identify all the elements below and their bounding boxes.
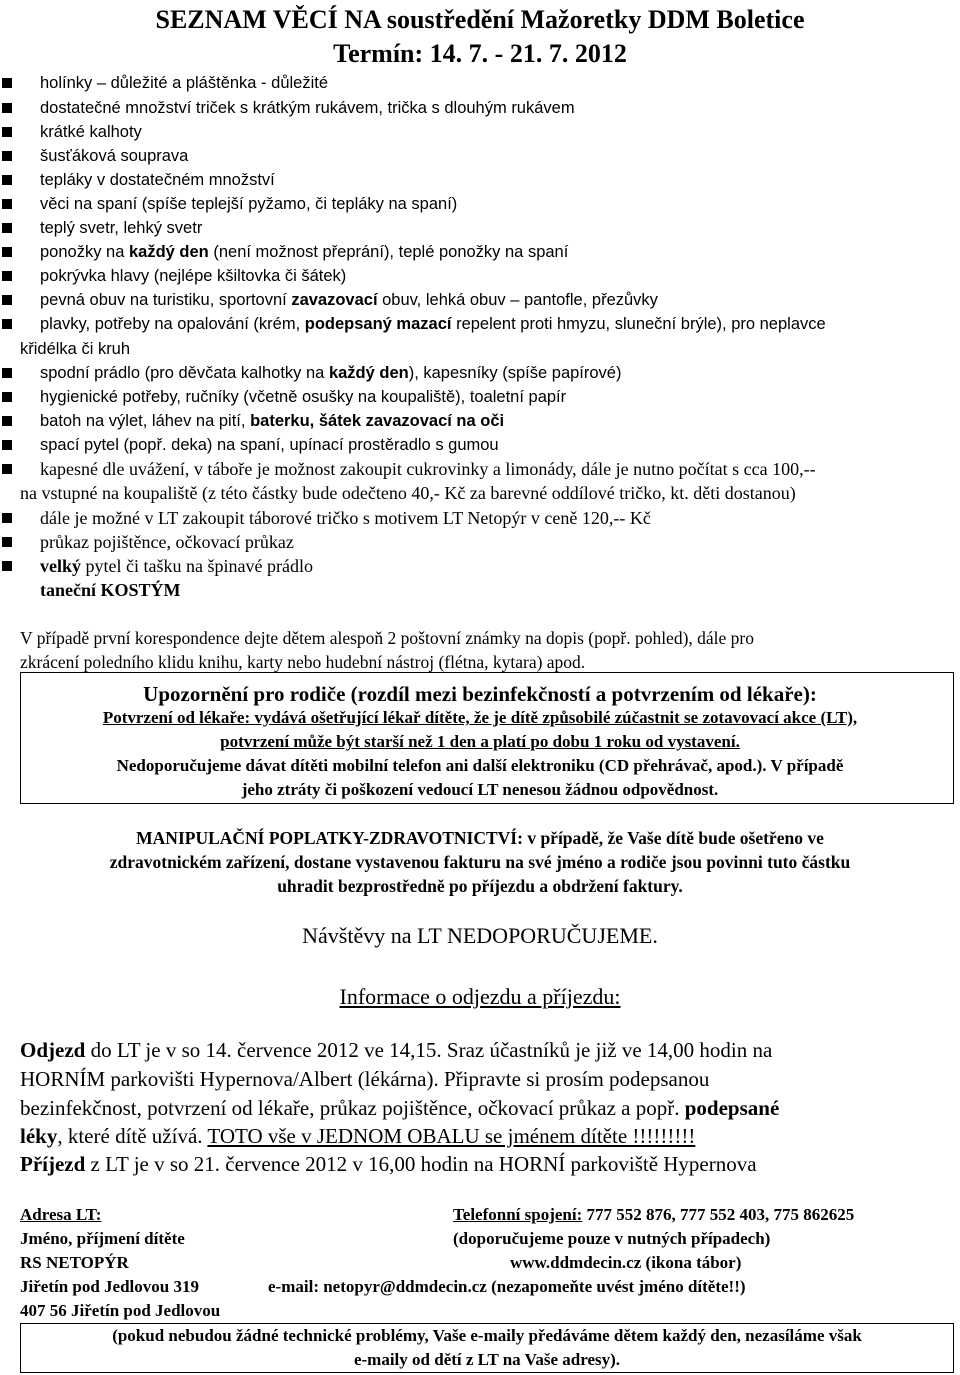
address-name: Jméno, příjmení dítěte	[20, 1229, 185, 1248]
list-item-text: dostatečné množství triček s krátkým rukávem, trička s dlouhým rukávem	[40, 99, 575, 117]
list-item	[0, 313, 960, 337]
list-item-text: krátké kalhoty	[40, 123, 142, 141]
departure-line-2: HORNÍM parkovišti Hypernova/Albert (lékárna). Připravte si prosím podepsanou	[20, 1067, 710, 1091]
list-item-text: spodní prádlo (pro děvčata kalhotky na každý den), kapesníky (spíše papírové)	[40, 364, 622, 382]
list-item-text: holínky – důležité a pláštěnka - důležité	[40, 74, 329, 92]
bullet-icon	[2, 78, 12, 88]
phone-warning-line-1: Nedoporučujeme dávat dítěti mobilní telefon ani další elektroniku (CD přehrávač, apod.). V případě	[116, 756, 844, 775]
bullet-icon	[2, 175, 12, 185]
list-item-text: dále je možné v LT zakoupit táborové tričko s motivem LT Netopýr v ceně 120,-- Kč	[40, 508, 651, 528]
list-item	[0, 169, 960, 193]
bullet-icon	[2, 561, 12, 571]
bullet-icon	[2, 271, 12, 281]
bullet-icon	[2, 537, 12, 547]
notice-heading: Upozornění pro rodiče (rozdíl mezi bezinfekčností a potvrzením od lékaře):	[143, 682, 817, 706]
list-item	[0, 410, 960, 434]
list-item	[0, 121, 960, 145]
document-title: SEZNAM VĚCÍ NA soustředění Mažoretky DDM Boletice	[155, 5, 805, 34]
list-item	[0, 434, 960, 458]
visits-notice: Návštěvy na LT NEDOPORUČUJEME.	[302, 923, 658, 948]
departure-line-1: Odjezd do LT je v so 14. července 2012 ve 14,15. Sraz účastníků je již ve 14,00 hodin na	[20, 1038, 773, 1062]
list-item	[0, 241, 960, 265]
correspondence-line-1: V případě první korespondence dejte dětem alespoň 2 poštovní známky na dopis (popř. pohled), dále pro	[20, 628, 755, 648]
info-heading: Informace o odjezdu a příjezdu:	[339, 984, 621, 1009]
list-item-text: pevná obuv na turistiku, sportovní zavazovací obuv, lehká obuv – pantofle, přezůvky	[40, 291, 658, 309]
list-item	[0, 217, 960, 241]
address-camp: RS NETOPÝR	[20, 1253, 129, 1272]
list-item	[0, 482, 960, 506]
correspondence-line-2: zkrácení poledního klidu knihu, karty nebo hudební nástroj (flétna, kytara) apod.	[20, 652, 586, 672]
term-dates: Termín: 14. 7. - 21. 7. 2012	[333, 39, 627, 68]
footer-line-1: (pokud nebudou žádné technické problémy, Vaše e-maily předáváme dětem každý den, nezasíláme však	[112, 1326, 862, 1345]
list-item	[0, 362, 960, 386]
fees-line-2: zdravotnickém zařízení, dostane vystavenou fakturu na své jméno a rodiče jsou povinni tuto částku	[109, 852, 851, 872]
departure-line-4: léky, které dítě užívá. TOTO vše v JEDNOM OBALU se jménem dítěte !!!!!!!!!	[20, 1124, 696, 1148]
footer-line-2: e-maily od dětí z LT na Vaše adresy).	[353, 1350, 621, 1369]
bullet-icon	[2, 464, 12, 474]
bullet-icon	[2, 392, 12, 402]
list-item	[0, 579, 960, 603]
bullet-icon	[2, 513, 12, 523]
fees-line-3: uhradit bezprostředně po příjezdu a obdržení faktury.	[277, 876, 683, 896]
list-item	[0, 507, 960, 531]
bullet-icon	[2, 223, 12, 233]
bullet-icon	[2, 151, 12, 161]
list-item	[0, 72, 960, 96]
list-item-text: spací pytel (popř. deka) na spaní, upínací prostěradlo s gumou	[40, 436, 499, 454]
list-item-text: šusťáková souprava	[40, 147, 189, 165]
list-item	[0, 458, 960, 482]
contact-email[interactable]: e-mail: netopyr@ddmdecin.cz (nezapomeňte uvést jméno dítěte!!)	[268, 1277, 746, 1296]
doctor-certificate-line-2: potvrzení může být starší než 1 den a platí po dobu 1 roku od vystavení.	[220, 732, 740, 751]
phone-warning-line-2: jeho ztráty či poškození vedoucí LT nenesou žádnou odpovědnost.	[241, 780, 719, 799]
list-item	[0, 265, 960, 289]
list-item-text: křidélka či kruh	[20, 340, 131, 358]
list-item	[0, 193, 960, 217]
list-item-text: průkaz pojištěnce, očkovací průkaz	[40, 532, 294, 552]
bullet-icon	[2, 319, 12, 329]
list-item-text: pokrývka hlavy (nejlépe kšiltovka či šátek)	[40, 267, 347, 285]
list-item	[0, 338, 960, 362]
bullet-icon	[2, 103, 12, 113]
address-street: Jiřetín pod Jedlovou 319	[20, 1277, 199, 1296]
address-label: Adresa LT:	[20, 1205, 102, 1224]
list-item-text: kapesné dle uvážení, v táboře je možnost zakoupit cukrovinky a limonády, dále je nutno počítat s cca 100,--	[40, 459, 816, 479]
bullet-icon	[2, 295, 12, 305]
bullet-icon	[2, 440, 12, 450]
bullet-icon	[2, 416, 12, 426]
list-item-text: batoh na výlet, láhev na pití, baterku, šátek zavazovací na oči	[40, 412, 505, 430]
list-item-text: hygienické potřeby, ručníky (včetně osušky na koupaliště), toaletní papír	[40, 388, 567, 406]
contact-phones-line: Telefonní spojení: 777 552 876, 777 552 403, 775 862625	[453, 1205, 855, 1224]
address-city: 407 56 Jiřetín pod Jedlovou	[20, 1301, 221, 1320]
doctor-certificate-line-1: Potvrzení od lékaře: vydává ošetřující lékař dítěte, že je dítě způsobilé zúčastnit se zotavovací akce (LT),	[102, 708, 858, 727]
list-item	[0, 97, 960, 121]
list-item	[0, 289, 960, 313]
list-item	[0, 386, 960, 410]
contact-note: (doporučujeme pouze v nutných případech)	[453, 1229, 771, 1248]
bullet-icon	[2, 127, 12, 137]
list-item	[0, 531, 960, 555]
fees-line-1: MANIPULAČNÍ POPLATKY-ZDRAVOTNICTVÍ: v případě, že Vaše dítě bude ošetřeno ve	[136, 828, 824, 848]
list-item-text: na vstupné na koupaliště (z této částky bude odečteno 40,- Kč za barevné oddílové tričko, kt. děti dostanou)	[20, 483, 796, 503]
contact-web[interactable]: www.ddmdecin.cz (ikona tábor)	[510, 1253, 742, 1272]
bullet-icon	[2, 368, 12, 378]
list-item-text: teplý svetr, lehký svetr	[40, 219, 203, 237]
list-item-text: velký pytel či tašku na špinavé prádlo	[40, 556, 313, 576]
list-item-text: věci na spaní (spíše teplejší pyžamo, či tepláky na spaní)	[40, 195, 458, 213]
arrival-line: Příjezd z LT je v so 21. července 2012 v 16,00 hodin na HORNÍ parkoviště Hypernova	[20, 1152, 757, 1176]
list-item-text: taneční KOSTÝM	[40, 580, 181, 600]
departure-line-3: bezinfekčnost, potvrzení od lékaře, průkaz pojištěnce, očkovací průkaz a popř. podepsané	[20, 1096, 780, 1120]
bullet-icon	[2, 199, 12, 209]
list-item-text: tepláky v dostatečném množství	[40, 171, 275, 189]
list-item	[0, 145, 960, 169]
list-item-text: plavky, potřeby na opalování (krém, podepsaný mazací repelent proti hmyzu, sluneční brýle), pro neplavce	[40, 315, 826, 333]
list-item	[0, 555, 960, 579]
bullet-icon	[2, 247, 12, 257]
list-item-text: ponožky na každý den (není možnost přeprání), teplé ponožky na spaní	[40, 243, 569, 261]
